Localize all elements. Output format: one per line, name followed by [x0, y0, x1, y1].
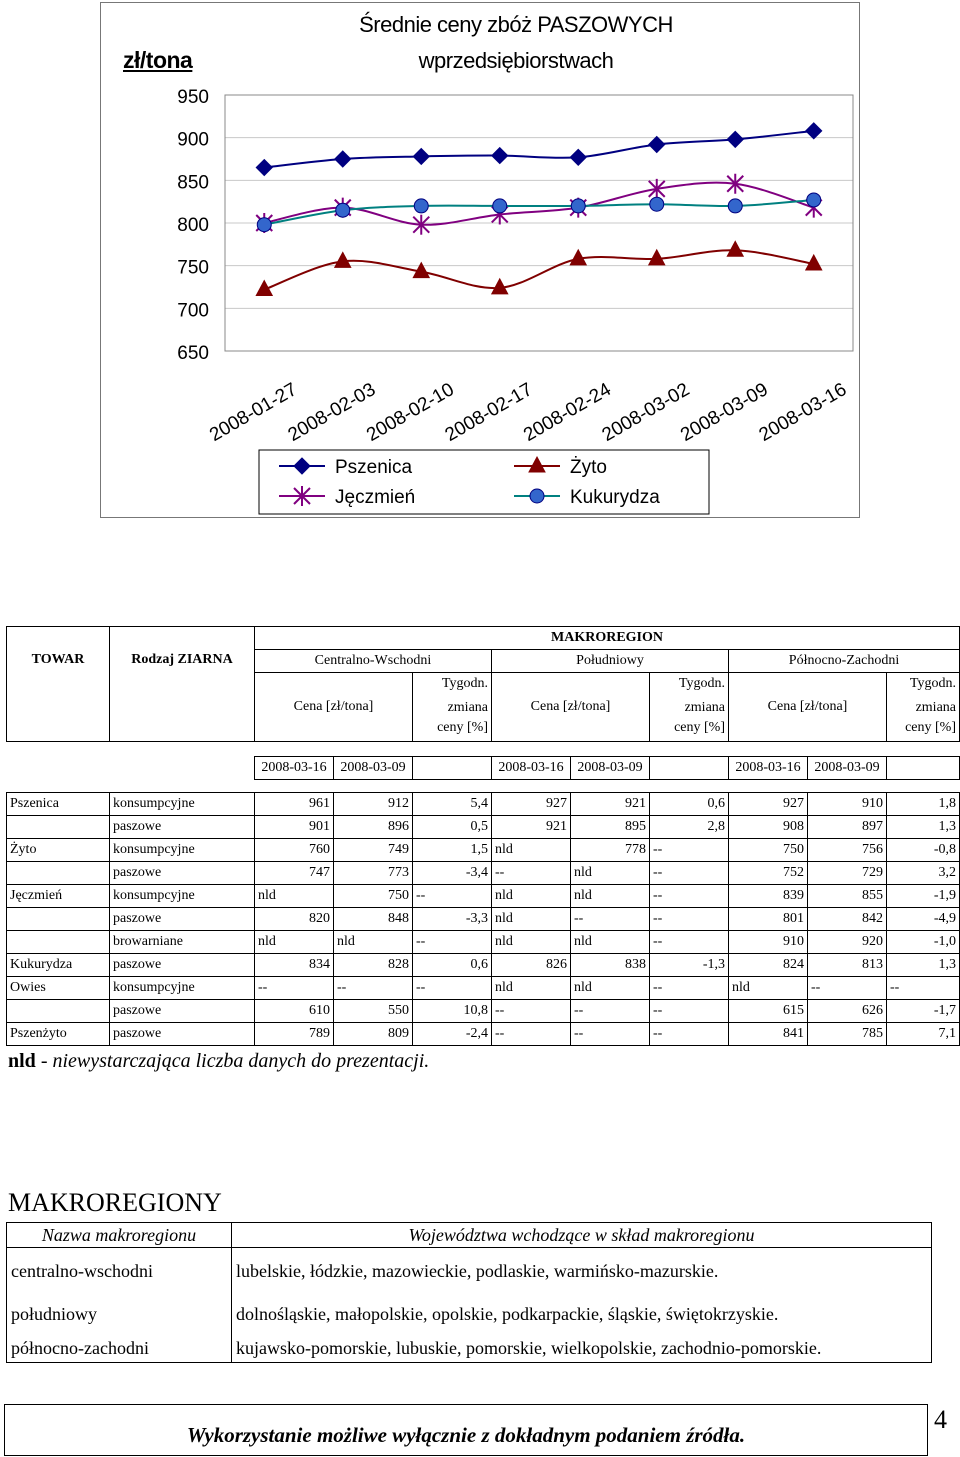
cell-value: -4,9 [887, 908, 960, 931]
cell-value: nld [571, 862, 650, 885]
data-point [335, 252, 351, 267]
y-tick-label: 750 [177, 257, 209, 279]
table-row [7, 1000, 960, 1023]
cell-rodzaj: paszowe [110, 1000, 255, 1023]
cell-value: 3,2 [887, 862, 960, 885]
cell-value: 901 [255, 816, 334, 839]
x-tick-label: 2008-02-03 [284, 379, 380, 446]
regions-title: MAKROREGIONY [8, 1188, 222, 1217]
date-pz-empty [887, 757, 960, 780]
data-point [806, 123, 822, 139]
footer [4, 1404, 928, 1456]
x-tick-label: 2008-01-27 [206, 379, 301, 446]
region-row [7, 1334, 932, 1363]
cell-value: 615 [729, 1000, 808, 1023]
cell-value: nld [334, 931, 413, 954]
cell-value: 0,5 [413, 816, 492, 839]
table-row [7, 977, 960, 1000]
th-towar: TOWAR [7, 650, 110, 742]
table-row [7, 1023, 960, 1046]
cell-value: -- [808, 977, 887, 1000]
x-tick-label: 2008-03-02 [598, 379, 694, 446]
data-point [570, 149, 586, 165]
cell-value: -- [334, 977, 413, 1000]
cell-value: 750 [729, 839, 808, 862]
region-name: północno-zachodni [7, 1334, 232, 1363]
y-tick-label: 900 [177, 129, 209, 151]
cell-value: 910 [808, 793, 887, 816]
cell-value: nld [571, 931, 650, 954]
price-table [6, 626, 960, 1046]
cell-towar: Pszenica [7, 793, 110, 816]
chart-plot [101, 3, 859, 517]
cell-value: 813 [808, 954, 887, 977]
cell-towar: Jęczmień [7, 885, 110, 908]
date-pd-1: 2008-03-16 [492, 757, 571, 780]
th-towar-top [7, 627, 110, 650]
cell-rodzaj: konsumpcyjne [110, 977, 255, 1000]
cell-towar: Pszenżyto [7, 1023, 110, 1046]
cell-value: 1,5 [413, 839, 492, 862]
cell-value: nld [492, 908, 571, 931]
data-point [256, 160, 272, 176]
cell-value: 842 [808, 908, 887, 931]
cell-value: 749 [334, 839, 413, 862]
cell-value: -- [650, 931, 729, 954]
cell-value: 961 [255, 793, 334, 816]
footer-text: Wykorzystanie możliwe wyłącznie z dokładnym podaniem źródła. [186, 1423, 746, 1447]
y-tick-label: 950 [177, 87, 209, 108]
region-row [7, 1294, 932, 1334]
date-pd-empty [650, 757, 729, 780]
x-tick-label: 2008-03-09 [677, 379, 772, 446]
cell-value: 838 [571, 954, 650, 977]
cell-value: -- [887, 977, 960, 1000]
chart-title-line2: wprzedsiębiorstwach [418, 48, 614, 73]
table-row [7, 839, 960, 862]
cell-value: 927 [729, 793, 808, 816]
x-tick-label: 2008-02-24 [520, 379, 615, 446]
date-pz-1: 2008-03-16 [729, 757, 808, 780]
cell-value: 897 [808, 816, 887, 839]
th-tyg-pz-2: zmiana ceny [%] [887, 695, 960, 742]
date-spacer-2 [110, 757, 255, 780]
footnote: nld - niewystarczająca liczba danych do prezentacji. [8, 1050, 430, 1072]
cell-rodzaj: paszowe [110, 862, 255, 885]
chart-title-line1: Średnie ceny zbóż PASZOWYCH [359, 12, 673, 37]
cell-value: 752 [729, 862, 808, 885]
data-point [492, 148, 508, 164]
cell-value: 0,6 [650, 793, 729, 816]
cell-value: nld [492, 885, 571, 908]
date-pz-2: 2008-03-09 [808, 757, 887, 780]
cell-rodzaj: konsumpcyjne [110, 793, 255, 816]
cell-value: 2,8 [650, 816, 729, 839]
cell-value: 747 [255, 862, 334, 885]
cell-value: -- [650, 908, 729, 931]
cell-value: 1,8 [887, 793, 960, 816]
cell-value: 896 [334, 816, 413, 839]
cell-rodzaj: browarniane [110, 931, 255, 954]
date-spacer-1 [7, 757, 110, 780]
cell-rodzaj: paszowe [110, 1023, 255, 1046]
data-point [336, 203, 350, 217]
cell-value: 778 [571, 839, 650, 862]
cell-value: 834 [255, 954, 334, 977]
data-point [571, 199, 585, 213]
cell-value: -- [571, 908, 650, 931]
cell-value: 828 [334, 954, 413, 977]
price-chart [100, 2, 860, 518]
region-wojewodztwa: dolnośląskie, małopolskie, opolskie, podkarpackie, śląskie, świętokrzyskie. [232, 1294, 932, 1334]
cell-towar: Żyto [7, 839, 110, 862]
cell-value: 921 [492, 816, 571, 839]
cell-towar: Owies [7, 977, 110, 1000]
cell-value: 921 [571, 793, 650, 816]
cell-value: nld [255, 931, 334, 954]
cell-rodzaj: konsumpcyjne [110, 839, 255, 862]
th-cena-pd: Cena [zł/tona] [492, 673, 650, 742]
page-number: 4 [934, 1405, 947, 1434]
data-point [530, 489, 544, 503]
date-cw-1: 2008-03-16 [255, 757, 334, 780]
table-row [7, 885, 960, 908]
cell-value: -2,4 [413, 1023, 492, 1046]
th-makroregion: MAKROREGION [255, 627, 960, 650]
cell-towar: Kukurydza [7, 954, 110, 977]
date-cw-2: 2008-03-09 [334, 757, 413, 780]
cell-value: 7,1 [887, 1023, 960, 1046]
data-point [649, 250, 665, 265]
cell-value: -3,4 [413, 862, 492, 885]
cell-value: 912 [334, 793, 413, 816]
x-tick-label: 2008-02-10 [363, 379, 458, 446]
cell-value: 756 [808, 839, 887, 862]
th-region-cw: Centralno-Wschodni [255, 650, 492, 673]
cell-towar [7, 931, 110, 954]
cell-value: 10,8 [413, 1000, 492, 1023]
cell-value: 1,3 [887, 816, 960, 839]
table-row [7, 954, 960, 977]
cell-value: 773 [334, 862, 413, 885]
cell-value: -- [650, 1000, 729, 1023]
cell-value: nld [571, 977, 650, 1000]
cell-towar [7, 1000, 110, 1023]
cell-value: nld [492, 839, 571, 862]
spacer-row-2 [7, 780, 960, 793]
chart-unit-label: zł/tona [123, 47, 193, 73]
region-name: centralno-wschodni [7, 1248, 232, 1295]
y-tick-label: 800 [177, 215, 209, 236]
cell-value: -- [413, 977, 492, 1000]
cell-value: 750 [334, 885, 413, 908]
cell-value: -- [571, 1000, 650, 1023]
cell-value: -- [650, 839, 729, 862]
legend-label: Pszenica [335, 457, 413, 478]
cell-value: 841 [729, 1023, 808, 1046]
cell-value: nld [255, 885, 334, 908]
cell-towar [7, 816, 110, 839]
cell-value: 1,3 [887, 954, 960, 977]
regions-header-name: Nazwa makroregionu [7, 1223, 232, 1248]
cell-value: 0,6 [413, 954, 492, 977]
cell-value: -1,7 [887, 1000, 960, 1023]
th-tyg-cw-2: zmiana ceny [%] [413, 695, 492, 742]
cell-value: 760 [255, 839, 334, 862]
cell-value: 626 [808, 1000, 887, 1023]
cell-value: 610 [255, 1000, 334, 1023]
cell-towar [7, 862, 110, 885]
th-tyg-pd-2: zmiana ceny [%] [650, 695, 729, 742]
date-pd-2: 2008-03-09 [571, 757, 650, 780]
price-table-body [7, 793, 960, 1046]
cell-value: -- [650, 1023, 729, 1046]
cell-value: nld [571, 885, 650, 908]
th-rodzaj: Rodzaj ZIARNA [110, 650, 255, 742]
th-tyg-pd-1: Tygodn. [650, 673, 729, 696]
cell-value: -- [413, 931, 492, 954]
cell-value: 801 [729, 908, 808, 931]
data-point [650, 197, 664, 211]
cell-value: -- [492, 1000, 571, 1023]
cell-value: -1,3 [650, 954, 729, 977]
cell-value: 5,4 [413, 793, 492, 816]
data-point [414, 199, 428, 213]
regions-header-wojew: Województwa wchodzące w skład makroregionu [232, 1223, 932, 1248]
th-tyg-pz-1: Tygodn. [887, 673, 960, 696]
cell-value: 729 [808, 862, 887, 885]
region-wojewodztwa: lubelskie, łódzkie, mazowieckie, podlaskie, warmińsko-mazurskie. [232, 1248, 932, 1295]
cell-value: nld [729, 977, 808, 1000]
spacer-row [7, 742, 960, 757]
cell-value: -1,0 [887, 931, 960, 954]
y-tick-label: 700 [177, 300, 209, 322]
cell-rodzaj: paszowe [110, 816, 255, 839]
cell-value: 927 [492, 793, 571, 816]
legend-label: Jęczmień [335, 487, 416, 508]
th-cena-cw: Cena [zł/tona] [255, 673, 413, 742]
data-point [257, 218, 271, 232]
cell-value: 809 [334, 1023, 413, 1046]
cell-value: -1,9 [887, 885, 960, 908]
regions-table-body [7, 1248, 932, 1363]
region-name: południowy [7, 1294, 232, 1334]
cell-value: -- [413, 885, 492, 908]
region-row [7, 1248, 932, 1295]
cell-value: 848 [334, 908, 413, 931]
table-row [7, 931, 960, 954]
cell-value: 910 [729, 931, 808, 954]
y-tick-label: 850 [177, 172, 209, 194]
data-point [649, 136, 665, 152]
cell-rodzaj: paszowe [110, 908, 255, 931]
date-cw-empty [413, 757, 492, 780]
cell-value: -- [492, 862, 571, 885]
data-point [727, 241, 743, 256]
cell-value: -- [650, 885, 729, 908]
th-cena-pz: Cena [zł/tona] [729, 673, 887, 742]
data-point [335, 151, 351, 167]
x-tick-label: 2008-03-16 [755, 379, 851, 446]
data-point [807, 193, 821, 207]
cell-rodzaj: konsumpcyjne [110, 885, 255, 908]
cell-value: 920 [808, 931, 887, 954]
data-point [413, 148, 429, 164]
th-region-pd: Południowy [492, 650, 729, 673]
legend-label: Kukurydza [570, 487, 660, 508]
cell-value: 550 [334, 1000, 413, 1023]
cell-value: nld [492, 977, 571, 1000]
data-point [493, 199, 507, 213]
table-row [7, 793, 960, 816]
cell-value: -- [650, 862, 729, 885]
th-region-pz: Północno-Zachodni [729, 650, 960, 673]
th-rodzaj-top [110, 627, 255, 650]
data-point [727, 131, 743, 147]
cell-towar [7, 908, 110, 931]
cell-value: 824 [729, 954, 808, 977]
x-tick-label: 2008-02-17 [441, 379, 537, 446]
cell-value: 789 [255, 1023, 334, 1046]
cell-value: -- [650, 977, 729, 1000]
cell-value: 895 [571, 816, 650, 839]
table-row [7, 816, 960, 839]
table-row [7, 862, 960, 885]
y-tick-label: 650 [177, 343, 209, 364]
cell-value: 839 [729, 885, 808, 908]
cell-value: nld [492, 931, 571, 954]
regions-table [6, 1222, 932, 1363]
cell-value: 820 [255, 908, 334, 931]
data-point [728, 199, 742, 213]
cell-value: -3,3 [413, 908, 492, 931]
cell-value: -0,8 [887, 839, 960, 862]
cell-value: 785 [808, 1023, 887, 1046]
cell-value: -- [255, 977, 334, 1000]
region-wojewodztwa: kujawsko-pomorskie, lubuskie, pomorskie, wielkopolskie, zachodnio-pomorskie. [232, 1334, 932, 1363]
cell-value: 908 [729, 816, 808, 839]
cell-value: 826 [492, 954, 571, 977]
cell-value: -- [492, 1023, 571, 1046]
th-tyg-cw-1: Tygodn. [413, 673, 492, 696]
cell-value: 855 [808, 885, 887, 908]
legend-label: Żyto [570, 457, 607, 478]
table-row [7, 908, 960, 931]
cell-rodzaj: paszowe [110, 954, 255, 977]
cell-value: -- [571, 1023, 650, 1046]
